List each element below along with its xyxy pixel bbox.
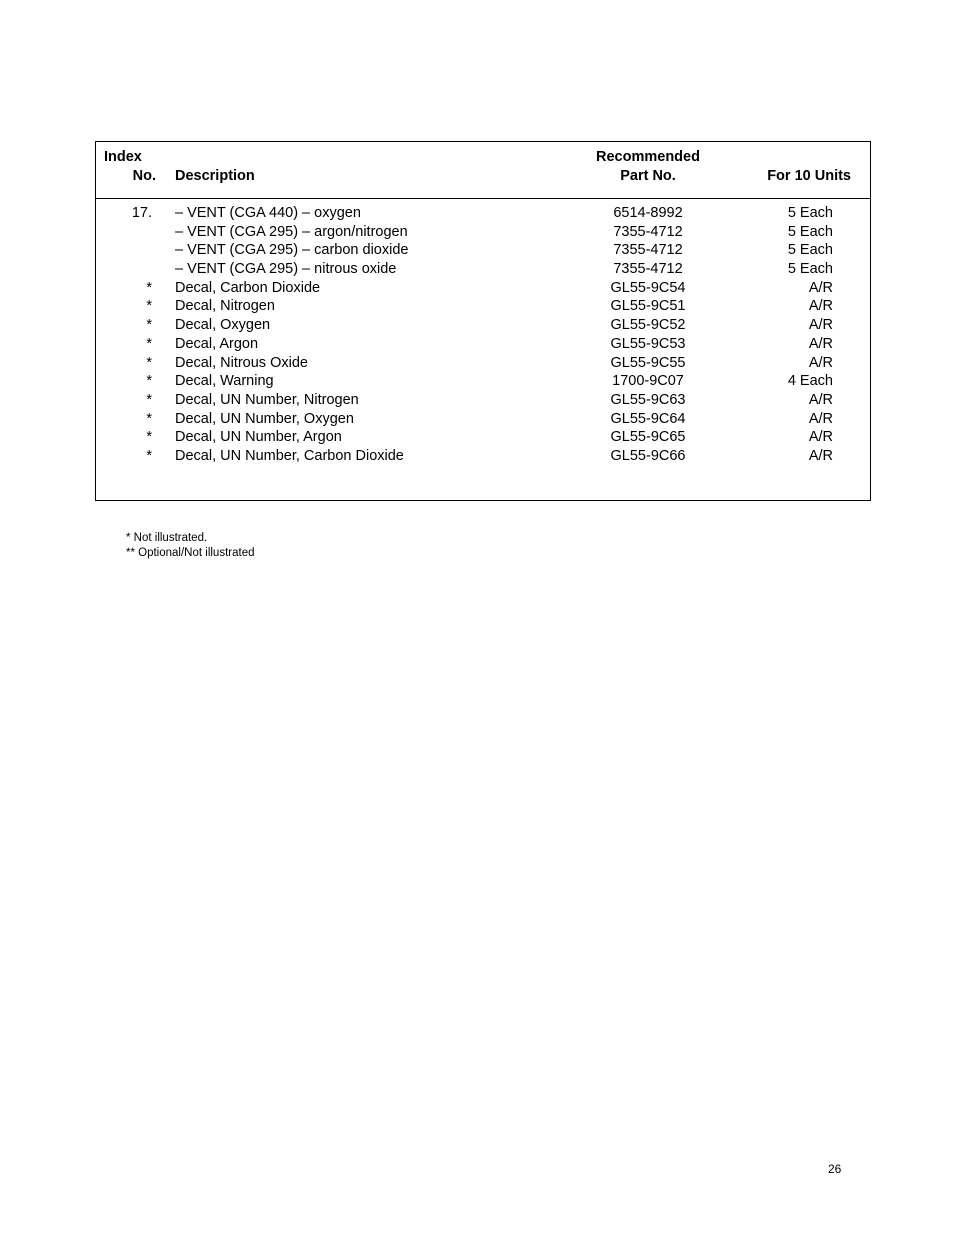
row-quantity: A/R — [808, 429, 833, 446]
table-row — [96, 279, 870, 298]
row-quantity: A/R — [808, 391, 833, 408]
header-index-line1: Index — [104, 149, 142, 165]
row-part-number: GL55-9C65 — [610, 429, 686, 446]
row-description: Decal, Warning — [175, 373, 274, 390]
table-row — [96, 447, 870, 466]
row-description: Decal, Oxygen — [175, 317, 271, 334]
row-part-number: 7355-4712 — [613, 242, 683, 259]
header-description: Description — [175, 168, 255, 184]
row-index: 17. — [131, 205, 152, 221]
row-description: Decal, Argon — [175, 335, 259, 352]
table-row — [96, 241, 870, 260]
row-quantity: A/R — [808, 279, 833, 296]
row-quantity: A/R — [808, 354, 833, 371]
row-part-number: 1700-9C07 — [612, 373, 684, 390]
row-description: Decal, Nitrogen — [175, 298, 275, 315]
table-row — [96, 391, 870, 410]
header-part-line2: Part No. — [620, 168, 676, 184]
row-quantity: 5 Each — [787, 205, 833, 221]
row-index: * — [146, 429, 152, 446]
table-row — [96, 372, 870, 391]
row-part-number: GL55-9C63 — [610, 391, 686, 408]
row-quantity: 5 Each — [787, 261, 833, 278]
row-description: Decal, UN Number, Argon — [175, 429, 342, 446]
row-index: * — [146, 298, 152, 315]
row-part-number: 7355-4712 — [613, 261, 683, 278]
row-index: * — [146, 279, 152, 296]
row-index: * — [146, 335, 152, 352]
footnotes — [126, 531, 254, 560]
footnote-optional: ** Optional/Not illustrated — [126, 546, 255, 559]
row-quantity: A/R — [808, 447, 833, 464]
row-description: – VENT (CGA 295) – nitrous oxide — [175, 261, 397, 278]
row-description: Decal, Carbon Dioxide — [175, 279, 321, 296]
row-part-number: GL55-9C55 — [610, 354, 686, 371]
row-quantity: A/R — [808, 298, 833, 315]
row-part-number: GL55-9C53 — [610, 335, 686, 352]
page-number: 26 — [828, 1162, 842, 1176]
row-part-number: GL55-9C54 — [610, 279, 686, 296]
row-quantity: 5 Each — [787, 223, 833, 240]
row-quantity: 5 Each — [787, 242, 833, 259]
table-row — [96, 297, 870, 316]
row-part-number: 7355-4712 — [613, 223, 683, 240]
row-index: * — [146, 391, 152, 408]
table-row — [96, 204, 870, 223]
table-row — [96, 410, 870, 429]
row-index: * — [146, 354, 152, 371]
table-row — [96, 354, 870, 373]
row-part-number: GL55-9C66 — [610, 447, 686, 464]
row-part-number: 6514-8992 — [613, 205, 683, 221]
row-part-number: GL55-9C52 — [610, 317, 686, 334]
row-index: * — [146, 410, 152, 427]
table-row — [96, 223, 870, 242]
table-row — [96, 428, 870, 447]
row-index: * — [146, 317, 152, 334]
row-part-number: GL55-9C64 — [610, 410, 686, 427]
row-quantity: A/R — [808, 410, 833, 427]
table-body — [96, 204, 870, 466]
table-row — [96, 260, 870, 279]
row-description: – VENT (CGA 440) – oxygen — [175, 205, 361, 221]
header-index-line2: No. — [132, 168, 156, 184]
row-quantity: 4 Each — [787, 373, 833, 390]
row-description: Decal, UN Number, Oxygen — [175, 410, 354, 427]
footnote-not-illustrated: * Not illustrated. — [126, 532, 208, 544]
row-quantity: A/R — [808, 317, 833, 334]
table-row — [96, 335, 870, 354]
row-description: – VENT (CGA 295) – argon/nitrogen — [175, 223, 408, 240]
row-description: Decal, Nitrous Oxide — [175, 354, 308, 371]
header-quantity: For 10 Units — [767, 168, 851, 184]
row-description: Decal, UN Number, Carbon Dioxide — [175, 447, 404, 464]
header-part-line1: Recommended — [596, 149, 700, 165]
table-row — [96, 316, 870, 335]
row-quantity: A/R — [808, 335, 833, 352]
parts-list-table — [95, 141, 871, 501]
table-header — [96, 142, 870, 199]
row-part-number: GL55-9C51 — [610, 298, 686, 315]
row-index: * — [146, 373, 152, 390]
row-description: – VENT (CGA 295) – carbon dioxide — [175, 242, 409, 259]
row-index: * — [146, 447, 152, 464]
row-description: Decal, UN Number, Nitrogen — [175, 391, 359, 408]
